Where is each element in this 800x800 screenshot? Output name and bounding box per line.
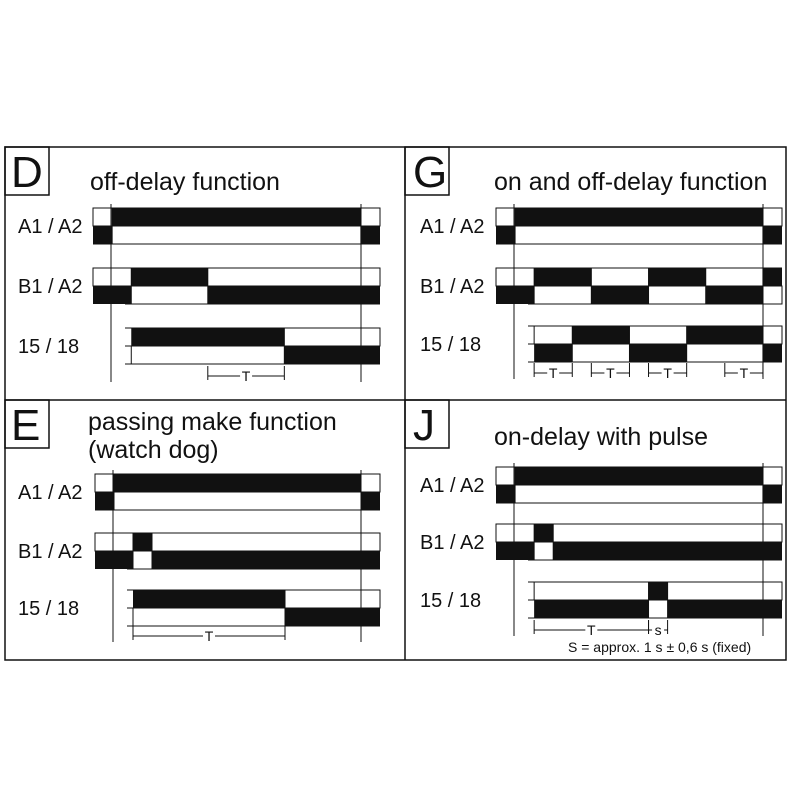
panel-letter: G: [413, 148, 448, 197]
marker-label: T: [587, 622, 596, 638]
signal-low-bar: [534, 600, 648, 618]
signal-label: A1 / A2: [18, 482, 83, 504]
signal-low-bar: [496, 226, 515, 244]
panel-d: [5, 147, 380, 384]
signal-low-bar: [496, 286, 534, 304]
signal-low-bar: [706, 286, 763, 304]
signal-low-outline: [534, 286, 591, 304]
signal-high-bar: [112, 208, 361, 226]
signal-low-bar: [93, 226, 112, 244]
pulse-note: S = approx. 1 s ± 0,6 s (fixed): [568, 639, 752, 655]
signal-a1a2: [18, 208, 380, 244]
signal-label: A1 / A2: [18, 216, 83, 238]
panel-g: [405, 147, 782, 381]
signal-label: B1 / A2: [18, 541, 83, 563]
signal-high-outline: [534, 326, 572, 344]
signal-low-bar: [208, 286, 380, 304]
signal-high-outline: [93, 208, 112, 226]
signal-low-outline: [131, 346, 284, 364]
signal-high-outline: [496, 467, 515, 485]
signal-high-outline: [93, 268, 131, 286]
signal-high-bar: [133, 590, 285, 608]
signal-1518: [18, 328, 380, 364]
signal-low-bar: [668, 600, 782, 618]
signal-low-outline: [534, 542, 553, 560]
signal-high-outline: [208, 268, 380, 286]
signal-low-outline: [687, 344, 763, 362]
panel-letter: D: [11, 148, 43, 197]
signal-a1a2: [18, 474, 380, 510]
signal-high-outline: [706, 268, 763, 286]
time-marker: [725, 363, 763, 381]
signal-b1a2: [18, 533, 380, 569]
signal-low-outline: [114, 492, 361, 510]
signal-label: A1 / A2: [420, 216, 485, 238]
signal-low-outline: [649, 286, 706, 304]
signal-high-bar: [687, 326, 763, 344]
signal-high-outline: [763, 208, 782, 226]
signal-high-outline: [95, 533, 133, 551]
signal-a1a2: [420, 208, 782, 244]
time-marker: [208, 366, 285, 384]
signal-b1a2: [18, 268, 380, 304]
marker-label: T: [204, 628, 214, 644]
signal-high-bar: [534, 524, 553, 542]
signal-low-bar: [629, 344, 686, 362]
signal-label: 15 / 18: [18, 336, 80, 358]
marker-label: T: [241, 368, 251, 384]
signal-low-bar: [361, 492, 380, 510]
signal-label: 15 / 18: [18, 598, 80, 620]
signal-high-outline: [152, 533, 380, 551]
signal-high-outline: [361, 208, 380, 226]
signal-high-outline: [534, 582, 648, 600]
signal-low-bar: [591, 286, 648, 304]
signal-high-outline: [285, 590, 380, 608]
signal-high-bar: [534, 268, 591, 286]
signal-low-bar: [763, 226, 782, 244]
signal-low-bar: [93, 286, 131, 304]
signal-high-outline: [361, 474, 380, 492]
signal-label: B1 / A2: [420, 532, 485, 554]
signal-high-outline: [496, 524, 534, 542]
signal-low-outline: [649, 600, 668, 618]
marker-label: s: [654, 622, 662, 638]
signal-low-outline: [515, 226, 763, 244]
time-marker: [133, 626, 285, 644]
signal-b1a2: [420, 268, 782, 304]
signal-high-outline: [284, 328, 380, 346]
signal-high-bar: [133, 533, 152, 551]
marker-label: T: [739, 365, 749, 381]
signal-high-bar: [515, 467, 763, 485]
signal-1518: [18, 590, 380, 626]
time-marker: [591, 363, 629, 381]
time-marker: [534, 363, 572, 381]
signal-high-outline: [591, 268, 648, 286]
panel-e: [5, 400, 380, 644]
marker-label: T: [548, 365, 558, 381]
signal-low-outline: [515, 485, 763, 503]
marker-label: T: [606, 365, 615, 381]
time-marker: [534, 620, 648, 638]
panel-title: on-delay with pulse: [494, 423, 709, 451]
signal-high-bar: [114, 474, 361, 492]
signal-low-bar: [284, 346, 380, 364]
signal-b1a2: [420, 524, 782, 560]
signal-low-outline: [763, 286, 782, 304]
panel-title: off-delay function: [90, 168, 280, 196]
signal-high-bar: [515, 208, 763, 226]
signal-high-outline: [629, 326, 686, 344]
signal-high-outline: [763, 326, 782, 344]
signal-low-bar: [95, 551, 133, 569]
signal-low-outline: [131, 286, 208, 304]
signal-low-bar: [763, 344, 782, 362]
signal-low-bar: [496, 542, 534, 560]
panel-title: on and off-delay function: [494, 168, 768, 196]
signal-low-bar: [534, 344, 572, 362]
signal-low-bar: [285, 608, 380, 626]
signal-high-bar: [572, 326, 629, 344]
signal-low-bar: [95, 492, 114, 510]
panel-title: (watch dog): [88, 436, 219, 464]
signal-high-bar: [649, 582, 668, 600]
signal-low-outline: [133, 551, 152, 569]
signal-high-bar: [649, 268, 706, 286]
signal-high-outline: [553, 524, 782, 542]
signal-1518: [420, 582, 782, 618]
time-marker: [649, 620, 668, 638]
signal-label: 15 / 18: [420, 334, 482, 356]
panel-j: [405, 400, 782, 655]
signal-label: A1 / A2: [420, 475, 485, 497]
signal-high-bar: [131, 268, 208, 286]
signal-high-bar: [763, 268, 782, 286]
signal-high-outline: [668, 582, 782, 600]
signal-low-outline: [133, 608, 285, 626]
signal-low-bar: [553, 542, 782, 560]
signal-label: 15 / 18: [420, 590, 482, 612]
marker-label: T: [663, 365, 672, 381]
panel-title: passing make function: [88, 408, 337, 436]
signal-low-outline: [572, 344, 629, 362]
signal-low-bar: [763, 485, 782, 503]
signal-high-outline: [763, 467, 782, 485]
signal-low-bar: [361, 226, 380, 244]
signal-high-bar: [131, 328, 284, 346]
signal-low-bar: [152, 551, 380, 569]
signal-low-outline: [112, 226, 361, 244]
panel-letter: J: [413, 401, 435, 450]
signal-high-outline: [496, 208, 515, 226]
signal-a1a2: [420, 467, 782, 503]
signal-label: B1 / A2: [18, 276, 83, 298]
signal-low-bar: [496, 485, 515, 503]
signal-label: B1 / A2: [420, 276, 485, 298]
signal-1518: [420, 326, 782, 362]
panel-letter: E: [11, 401, 41, 450]
time-marker: [649, 363, 687, 381]
signal-high-outline: [95, 474, 114, 492]
signal-high-outline: [496, 268, 534, 286]
